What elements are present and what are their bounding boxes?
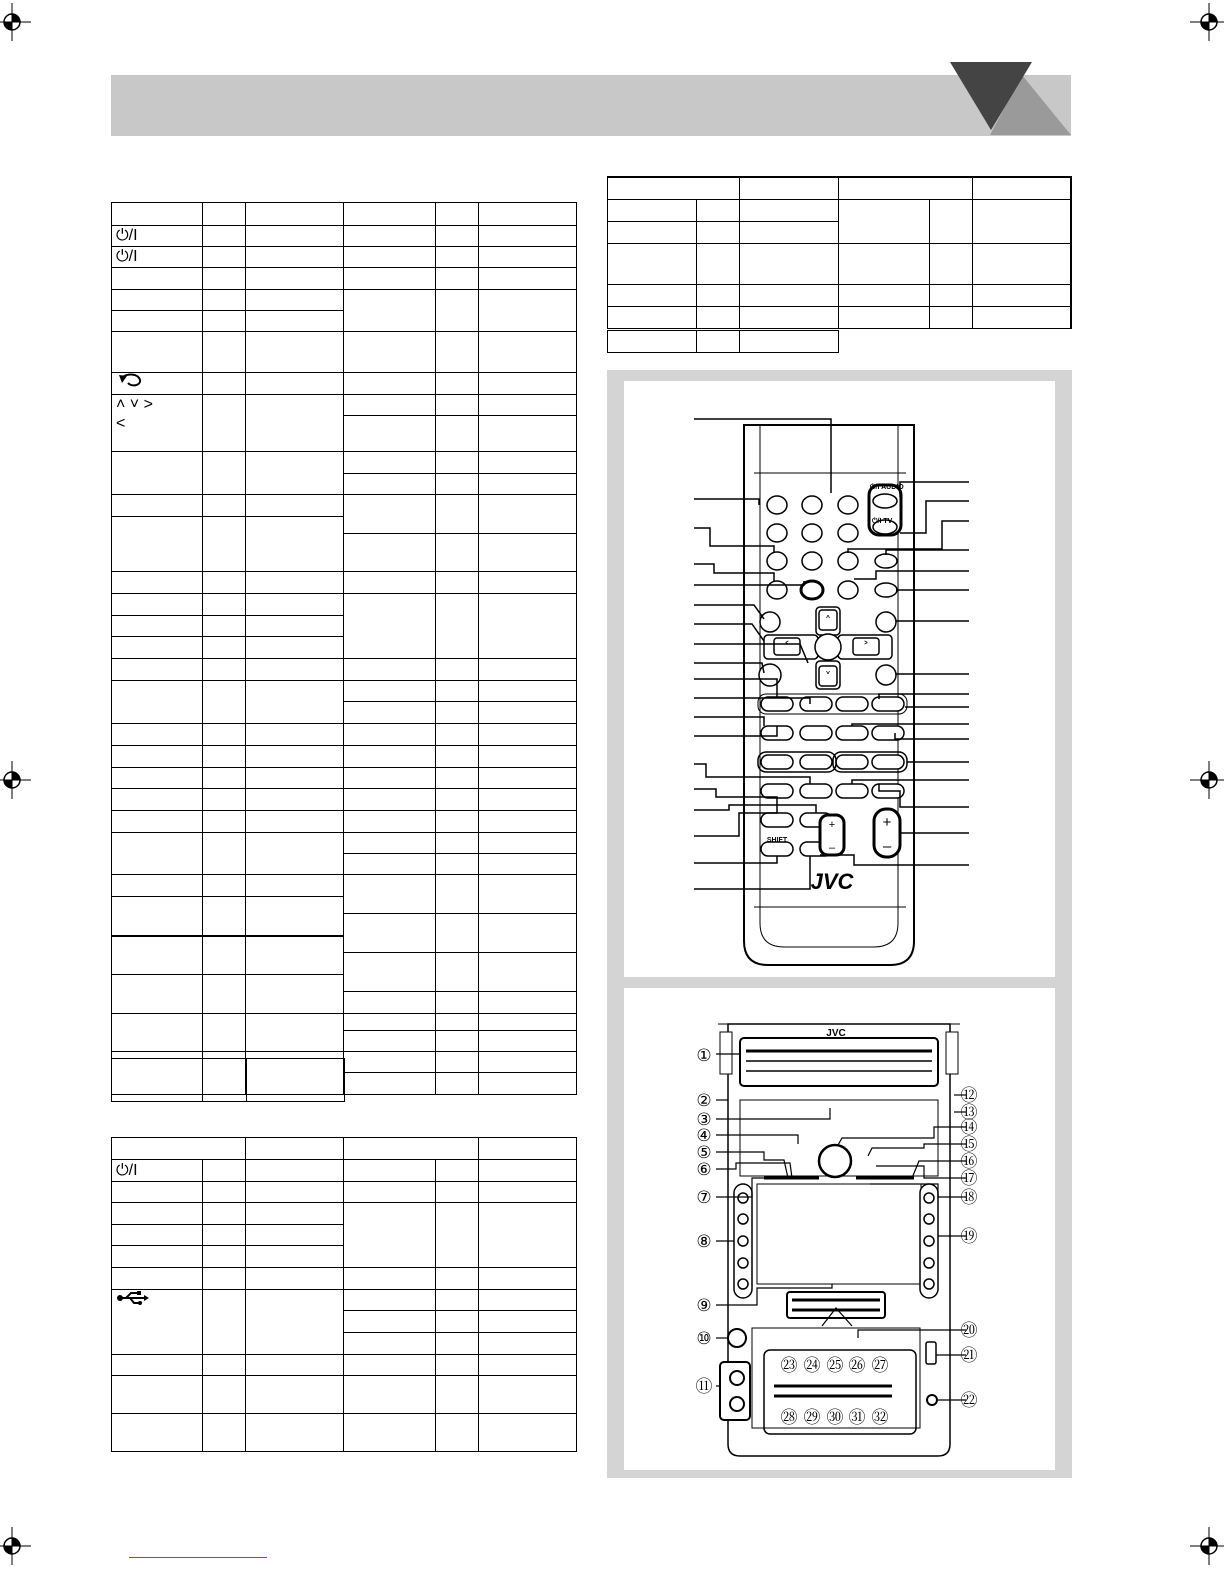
- callout-6: ⑥: [696, 1160, 712, 1180]
- svg-text:˃: ˃: [863, 640, 869, 654]
- svg-text:˄: ˄: [825, 614, 831, 628]
- table-a: [111, 202, 577, 1095]
- callout-11: ⑪: [695, 1377, 713, 1397]
- volume-minus-label: –: [828, 842, 836, 854]
- return-icon: [112, 373, 203, 395]
- registration-mark-icon: [1190, 1527, 1224, 1565]
- table-b: [111, 1137, 577, 1452]
- remote-control-illustration: [624, 381, 1055, 977]
- callout-12: ⑫: [960, 1086, 978, 1106]
- callout-31: ㉛: [848, 1408, 866, 1428]
- callout-1: ①: [696, 1046, 712, 1066]
- unit-brand-logo: JVC: [826, 1028, 846, 1039]
- volume-plus-label: +: [828, 819, 836, 831]
- callout-27: ㉗: [871, 1356, 889, 1376]
- usb-icon: [116, 1290, 150, 1306]
- callout-17: ⑰: [960, 1169, 978, 1189]
- callout-10: ⑩: [696, 1329, 712, 1349]
- callout-4: ④: [696, 1126, 712, 1146]
- table-a-power-symbol: ⏻/I: [112, 226, 203, 247]
- table-a-last-row: [111, 1058, 345, 1102]
- callout-13: ⑬: [960, 1103, 978, 1123]
- table-c-last-row: [607, 330, 839, 353]
- callout-22: ㉒: [960, 1391, 978, 1411]
- callout-3: ③: [696, 1110, 712, 1130]
- callout-18: ⑱: [960, 1188, 978, 1208]
- callout-26: ㉖: [848, 1356, 866, 1376]
- audio-power-label: ⏻/I AUDIO: [870, 484, 904, 491]
- callout-7: ⑦: [696, 1188, 712, 1208]
- callout-15: ⑮: [960, 1135, 978, 1155]
- callout-19: ⑲: [960, 1227, 978, 1247]
- arrow-up-down-right-symbols: ˄ ˅ ˃: [116, 396, 153, 413]
- registration-mark-icon: [1190, 761, 1224, 799]
- callout-14: ⑭: [960, 1118, 978, 1138]
- tv-volume-plus-label: +: [882, 814, 892, 831]
- callout-29: ㉙: [803, 1408, 821, 1428]
- callout-8: ⑧: [696, 1232, 712, 1252]
- callout-28: ㉘: [780, 1408, 798, 1428]
- callout-24: ㉔: [803, 1356, 821, 1376]
- callout-21: ㉑: [960, 1346, 978, 1366]
- callout-32: ㉜: [871, 1408, 889, 1428]
- callout-30: ㉚: [826, 1408, 844, 1428]
- callout-20: ⑳: [960, 1321, 978, 1341]
- tv-power-label: ⏻/I TV: [872, 518, 893, 525]
- svg-text:˂: ˂: [784, 640, 790, 654]
- header-bar: [111, 75, 1071, 136]
- table-c: [607, 176, 1072, 329]
- remote-brand-logo: JVC: [810, 869, 854, 894]
- shift-label: SHIFT: [766, 837, 788, 844]
- table-a-power-symbol: ⏻/I: [112, 247, 203, 268]
- table-b-power-symbol: ⏻/I: [112, 1160, 203, 1182]
- tv-volume-minus-label: –: [882, 838, 892, 855]
- main-unit-illustration: [624, 988, 1055, 1470]
- footer-link-underline: [129, 1557, 267, 1558]
- registration-mark-icon: [0, 1527, 31, 1565]
- arrow-left-symbol: ˂: [116, 415, 126, 432]
- corner-tab-icon: [950, 62, 1072, 137]
- registration-mark-icon: [1190, 3, 1224, 41]
- callout-2: ②: [696, 1091, 712, 1111]
- callout-23: ㉓: [780, 1356, 798, 1376]
- registration-mark-icon: [0, 3, 31, 41]
- svg-text:˅: ˅: [825, 670, 831, 684]
- callout-25: ㉕: [826, 1356, 844, 1376]
- registration-mark-icon: [0, 761, 31, 799]
- callout-16: ⑯: [960, 1152, 978, 1172]
- callout-5: ⑤: [696, 1143, 712, 1163]
- callout-9: ⑨: [696, 1296, 712, 1316]
